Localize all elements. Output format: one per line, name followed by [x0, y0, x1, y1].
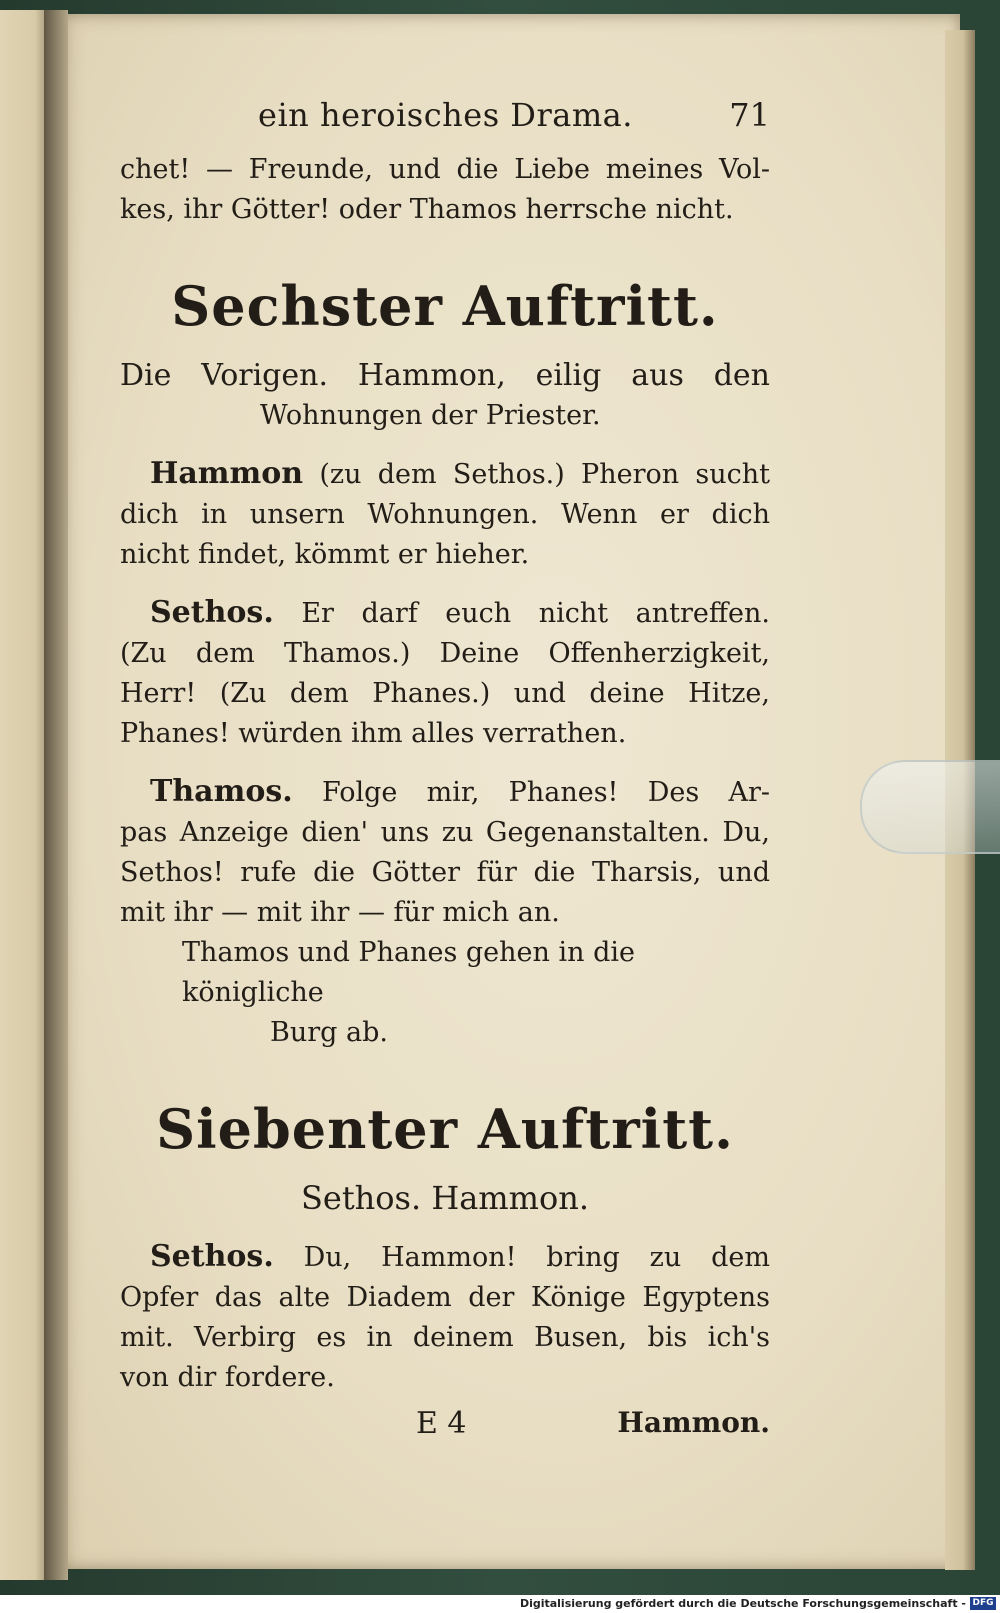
text-line: Herr! (Zu dem Phanes.) und deine Hitze,: [120, 678, 770, 709]
text-line: chet! — Freunde, und die Liebe meines Vol-: [120, 154, 770, 185]
speech-text: (zu dem Sethos.) Pheron sucht: [319, 459, 770, 490]
stage-direction: Thamos und Phanes gehen in die königliche: [182, 937, 636, 1008]
text-line: Opfer das alte Diadem der Könige Egyptens: [120, 1282, 770, 1313]
bookmark-clip: [860, 760, 1000, 854]
text-line: pas Anzeige dien' uns zu Gegenanstalten. Du,: [120, 817, 770, 848]
speech-first-line: [120, 1237, 770, 1278]
previous-page-edge: [0, 10, 50, 1580]
speech-block: [120, 772, 770, 933]
page-number: 71: [729, 96, 770, 134]
catchword: Hammon.: [617, 1406, 770, 1439]
text-line: (Zu dem Thamos.) Deine Offenherzigkeit,: [120, 638, 770, 669]
speech-block: [120, 1237, 770, 1398]
speaker-name: Hammon: [150, 456, 304, 491]
speech-first-line: [120, 454, 770, 495]
text-line: mit. Verbirg es in deinem Busen, bis ich's: [120, 1322, 770, 1353]
speech-block: [120, 593, 770, 754]
scene-heading: Sechster Auftritt.: [171, 274, 719, 338]
speech-text: Du, Hammon! bring zu dem: [303, 1242, 770, 1273]
text-line: nicht findet, kömmt er hieher.: [120, 539, 530, 570]
spine-shadow: [44, 10, 68, 1580]
page-text: [120, 90, 770, 1452]
speaker-name: Sethos.: [150, 1239, 274, 1274]
text-line: dich in unsern Wohnungen. Wenn er dich: [120, 499, 770, 530]
scene-heading: Siebenter Auftritt.: [156, 1097, 734, 1161]
speaker-name: Sethos.: [150, 595, 274, 630]
text-line: mit ihr — mit ihr — für mich an.: [120, 897, 560, 928]
speech-first-line: [120, 593, 770, 634]
page-footer: [120, 1406, 770, 1452]
cast-line: Wohnungen der Priester.: [260, 400, 601, 431]
text-line: von dir fordere.: [120, 1362, 335, 1393]
speech-text: Folge mir, Phanes! Des Ar-: [321, 777, 770, 808]
digitization-credit: Digitalisierung gefördert durch die Deutsche Forschungsgemeinschaft -: [519, 1597, 966, 1610]
stage-direction: Burg ab.: [270, 1017, 388, 1048]
signature-mark: E 4: [416, 1406, 467, 1441]
cast-line: Die Vorigen. Hammon, eilig aus den: [120, 358, 770, 393]
speech-block: [120, 454, 770, 575]
speaker-name: Thamos.: [150, 774, 293, 809]
text-line: kes, ihr Götter! oder Thamos herrsche nicht.: [120, 194, 734, 225]
text-line: Sethos! rufe die Götter für die Tharsis, und: [120, 857, 770, 888]
speech-text: Er darf euch nicht antreffen.: [301, 598, 770, 629]
running-head: ein heroisches Drama.: [258, 96, 633, 134]
dfg-logo: DFG: [970, 1597, 996, 1610]
cast-line: Sethos. Hammon.: [300, 1179, 590, 1217]
page-header: [120, 90, 770, 150]
text-line: Phanes! würden ihm alles verrathen.: [120, 718, 627, 749]
speech-first-line: [120, 772, 770, 813]
